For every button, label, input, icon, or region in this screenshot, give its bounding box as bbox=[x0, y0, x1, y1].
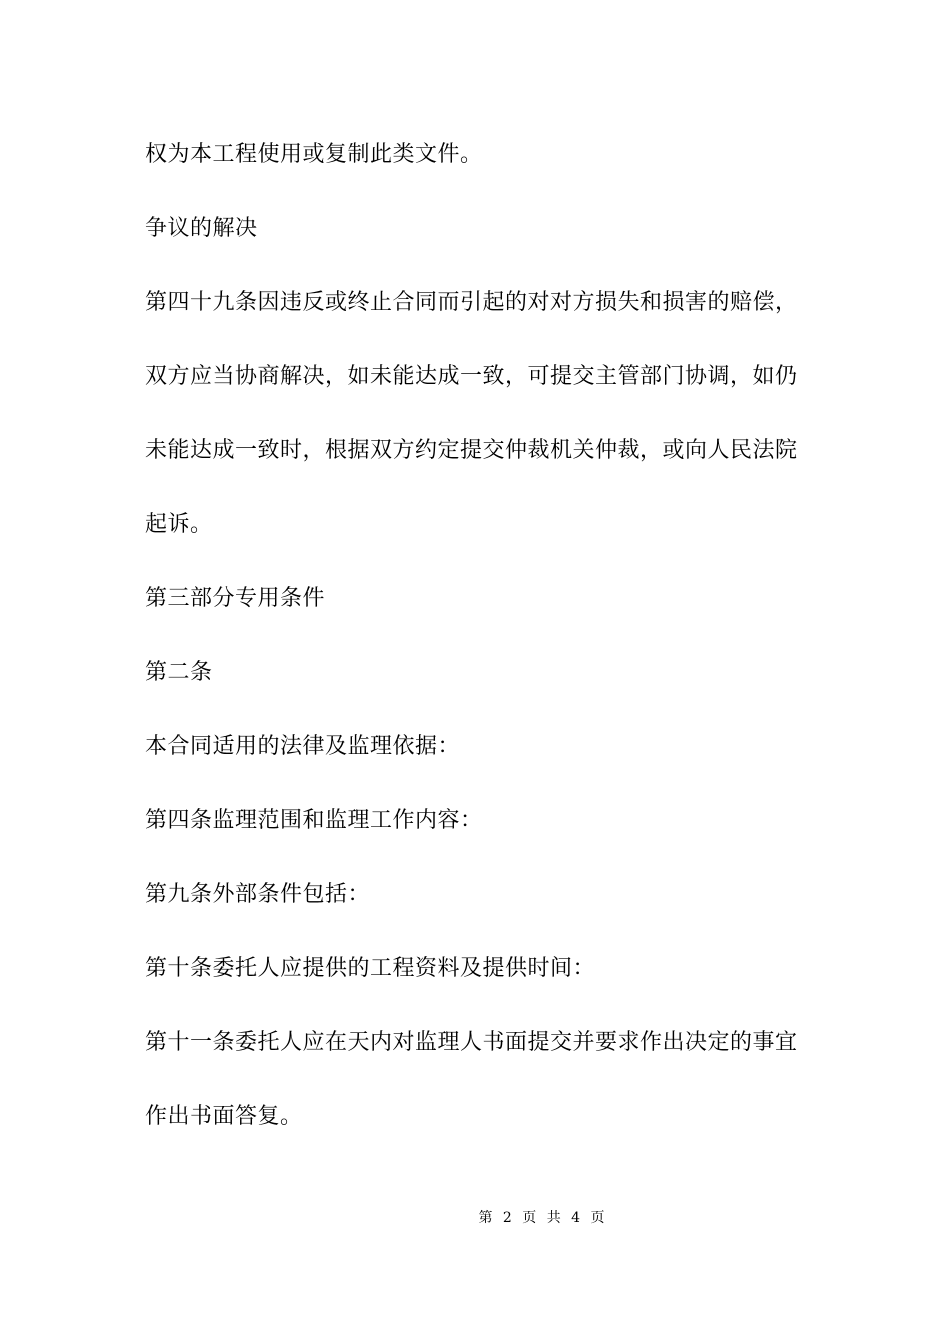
text-line-4: 双方应当协商解决，如未能达成一致，可提交主管部门协调，如仍 bbox=[145, 364, 798, 389]
text-line-13: 第十一条委托人应在天内对监理人书面提交并要求作出决定的事宜 bbox=[145, 1030, 798, 1055]
text-line-11: 第九条外部条件包括： bbox=[145, 882, 371, 907]
text-line-5: 未能达成一致时，根据双方约定提交仲裁机关仲裁，或向人民法院 bbox=[145, 438, 798, 463]
page-number-footer: 第 2 页 共 4 页 bbox=[478, 1210, 608, 1226]
article-heading-2: 第二条 bbox=[145, 660, 213, 685]
text-line-9: 本合同适用的法律及监理依据： bbox=[145, 734, 461, 759]
text-line-6: 起诉。 bbox=[145, 512, 213, 537]
section-heading-part3: 第三部分专用条件 bbox=[145, 586, 326, 611]
text-line-1: 权为本工程使用或复制此类文件。 bbox=[145, 142, 483, 167]
text-line-10: 第四条监理范围和监理工作内容： bbox=[145, 808, 483, 833]
text-line-12: 第十条委托人应提供的工程资料及提供时间： bbox=[145, 956, 596, 981]
text-line-14: 作出书面答复。 bbox=[145, 1104, 303, 1129]
section-heading-dispute: 争议的解决 bbox=[145, 216, 258, 241]
text-line-3: 第四十九条因违反或终止合同而引起的对对方损失和损害的赔偿， bbox=[145, 290, 798, 315]
